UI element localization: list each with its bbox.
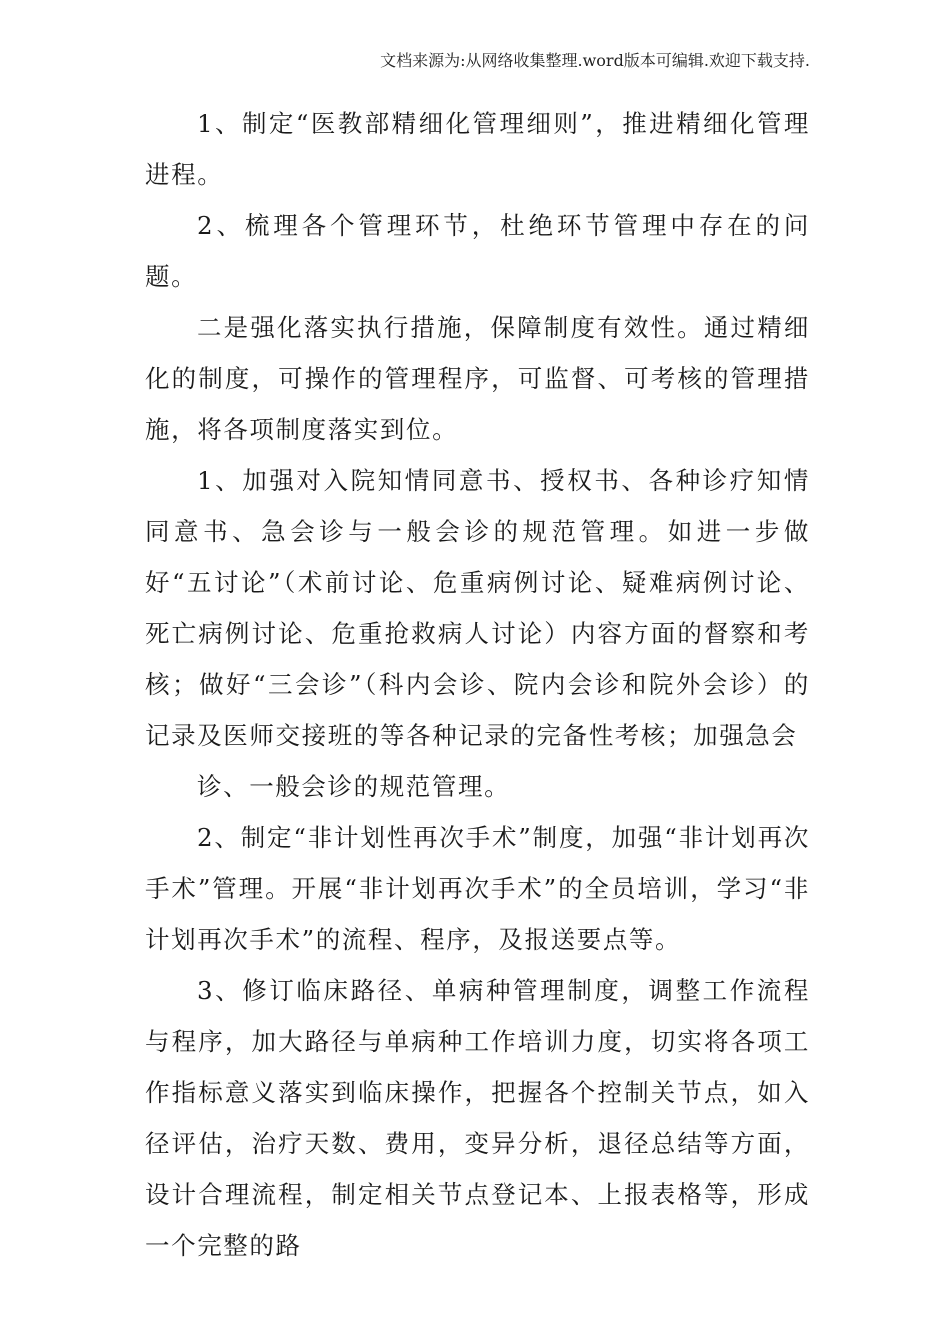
paragraph-4: 1、加强对入院知情同意书、授权书、各种诊疗知情同意书、急会诊与一般会诊的规范管理。如进一步做好“五讨论”（术前讨论、危重病例讨论、疑难病例讨论、死亡病例讨论、危重抢救病人讨论）内容方面的督察和考核；做好“三会诊”（科内会诊、院内会诊和院外会诊）的记录及医师交接班的等各种记录的完备性考核；加强急会 <box>145 466 810 750</box>
paragraph-5: 诊、一般会诊的规范管理。 <box>197 772 511 801</box>
document-source-note: 文档来源为:从网络收集整理.word版本可编辑.欢迎下载支持. <box>380 51 810 70</box>
paragraph-2: 2、梳理各个管理环节，杜绝环节管理中存在的问题。 <box>145 211 810 291</box>
paragraph-7: 3、修订临床路径、单病种管理制度，调整工作流程与程序，加大路径与单病种工作培训力度，切实将各项工作指标意义落实到临床操作，把握各个控制关节点，如入径评估，治疗天数、费用，变异分析，退径总结等方面，设计合理流程，制定相关节点登记本、上报表格等，形成一个完整的路 <box>145 976 810 1260</box>
paragraph-6: 2、制定“非计划性再次手术”制度，加强“非计划再次手术”管理。开展“非计划再次手术”的全员培训，学习“非计划再次手术”的流程、程序，及报送要点等。 <box>145 823 810 954</box>
paragraph-1: 1、制定“医教部精细化管理细则”，推进精细化管理进程。 <box>145 109 810 189</box>
paragraph-3: 二是强化落实执行措施，保障制度有效性。通过精细化的制度，可操作的管理程序，可监督、可考核的管理措施，将各项制度落实到位。 <box>145 313 810 444</box>
document-body <box>145 98 810 1271</box>
